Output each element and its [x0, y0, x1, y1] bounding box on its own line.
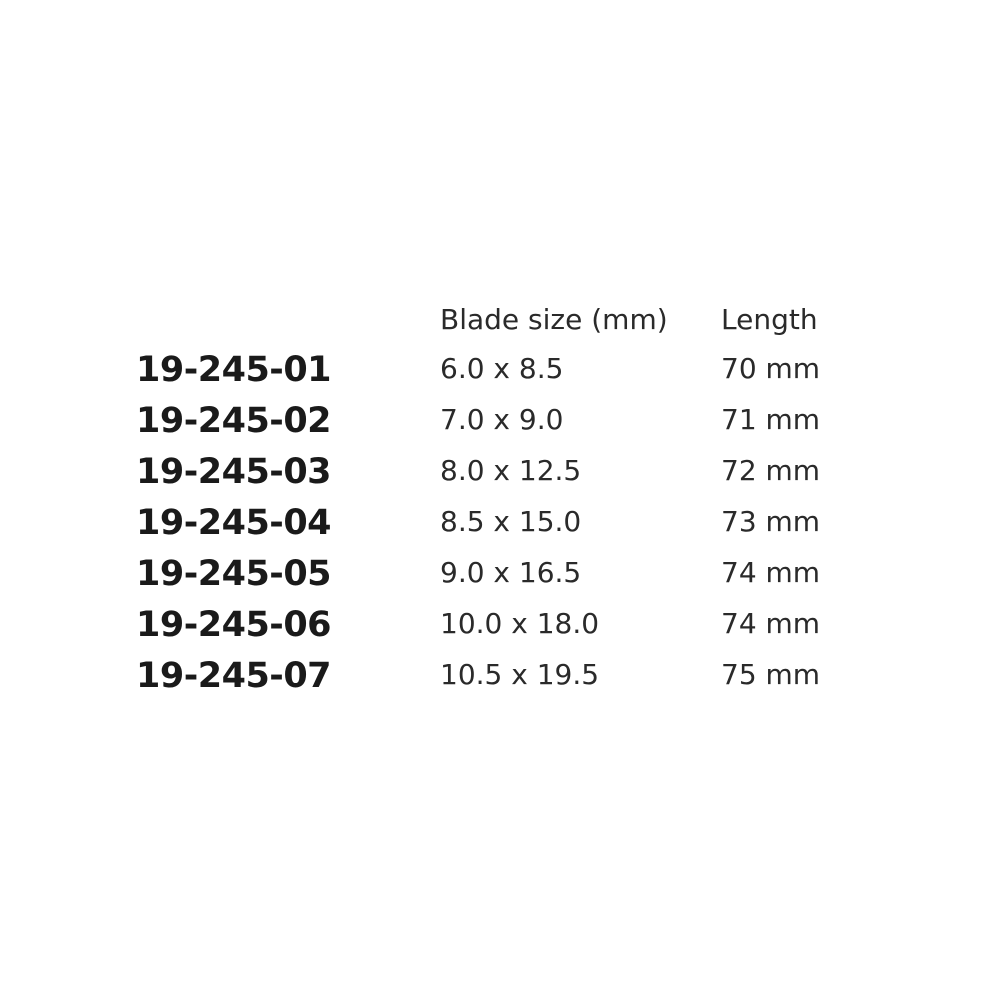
product-code: 19-245-01 [136, 350, 332, 390]
length-value: 72 mm [721, 454, 821, 487]
table-row [136, 651, 856, 702]
blade-size-value: 10.5 x 19.5 [440, 658, 600, 691]
table-row [136, 396, 856, 447]
blade-size-value: 7.0 x 9.0 [440, 403, 564, 436]
blade-size-value: 8.5 x 15.0 [440, 505, 582, 538]
table-row [136, 549, 856, 600]
table-header-row [136, 299, 856, 345]
table-row [136, 600, 856, 651]
blade-size-value: 10.0 x 18.0 [440, 607, 600, 640]
blade-size-value: 6.0 x 8.5 [440, 352, 564, 385]
blade-size-value: 8.0 x 12.5 [440, 454, 582, 487]
product-code: 19-245-04 [136, 503, 332, 543]
header-blade-size: Blade size (mm) [440, 303, 668, 336]
table-row [136, 345, 856, 396]
header-length: Length [721, 303, 818, 336]
table-row [136, 498, 856, 549]
length-value: 74 mm [721, 556, 821, 589]
length-value: 73 mm [721, 505, 821, 538]
product-code: 19-245-02 [136, 401, 332, 441]
length-value: 74 mm [721, 607, 821, 640]
length-value: 71 mm [721, 403, 821, 436]
product-code: 19-245-07 [136, 656, 332, 696]
length-value: 70 mm [721, 352, 821, 385]
length-value: 75 mm [721, 658, 821, 691]
product-code: 19-245-06 [136, 605, 332, 645]
blade-size-value: 9.0 x 16.5 [440, 556, 582, 589]
spec-table [136, 299, 856, 702]
table-row [136, 447, 856, 498]
product-code: 19-245-03 [136, 452, 332, 492]
product-code: 19-245-05 [136, 554, 332, 594]
